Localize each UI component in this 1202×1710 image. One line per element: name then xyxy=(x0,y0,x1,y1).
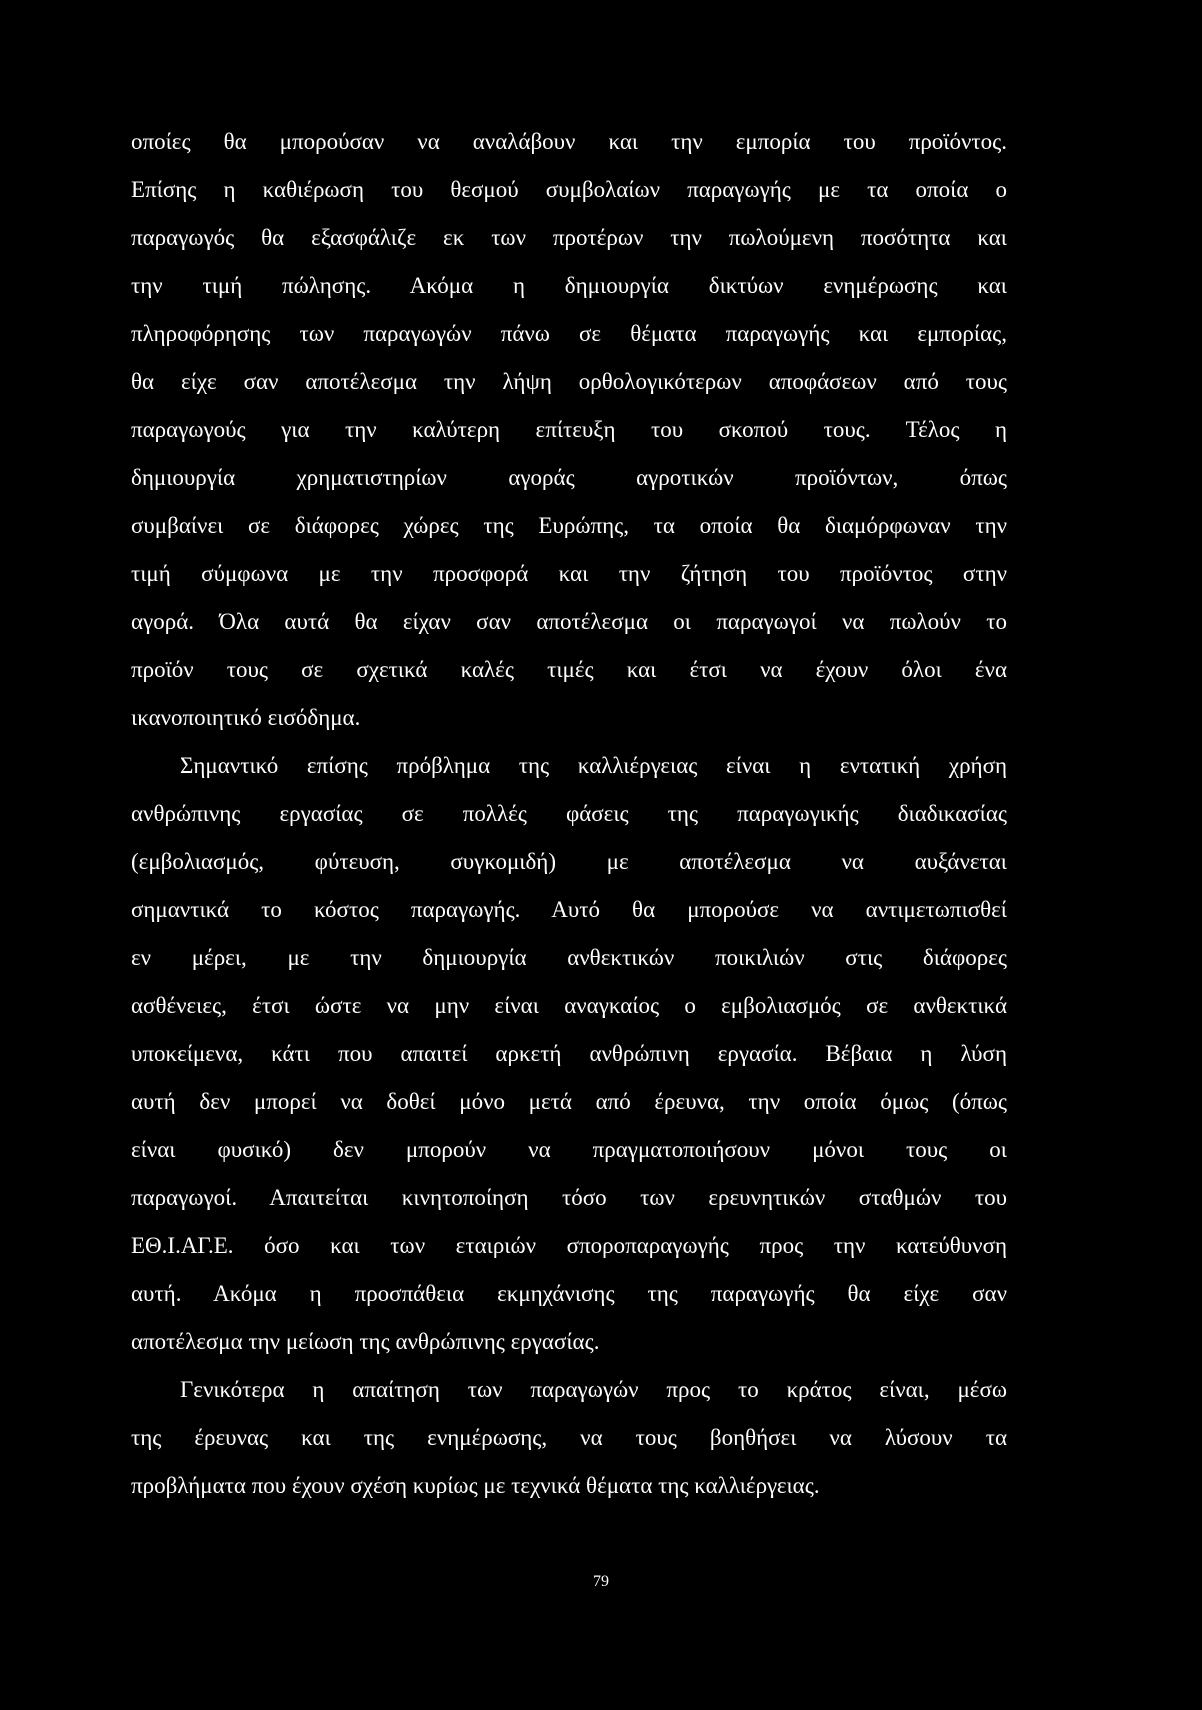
text-line: είναι φυσικό) δεν μπορούν να πραγματοποιήσουν μόνοι τους οι xyxy=(131,1137,1007,1162)
text-line: αγορά. Όλα αυτά θα είχαν σαν αποτέλεσμα οι παραγωγοί να πωλούν το xyxy=(131,609,1007,634)
text-line: δημιουργία χρηματιστηρίων αγοράς αγροτικών προϊόντων, όπως xyxy=(131,465,1007,490)
text-line: ανθρώπινης εργασίας σε πολλές φάσεις της παραγωγικής διαδικασίας xyxy=(131,801,1007,826)
text-line: παραγωγός θα εξασφάλιζε εκ των προτέρων την πωλούμενη ποσότητα και xyxy=(131,225,1007,250)
text-line: παραγωγοί. Απαιτείται κινητοποίηση τόσο των ερευνητικών σταθμών του xyxy=(131,1185,1007,1210)
text-line: τιμή σύμφωνα με την προσφορά και την ζήτηση του προϊόντος στην xyxy=(131,561,1007,586)
text-line: Επίσης η καθιέρωση του θεσμού συμβολαίων παραγωγής με τα οποία ο xyxy=(131,177,1007,202)
text-line: (εμβολιασμός, φύτευση, συγκομιδή) με αποτέλεσμα να αυξάνεται xyxy=(131,849,1007,874)
text-line: οποίες θα μπορούσαν να αναλάβουν και την εμπορία του προϊόντος. xyxy=(131,129,1007,154)
text-line: πληροφόρησης των παραγωγών πάνω σε θέματα παραγωγής και εμπορίας, xyxy=(131,321,1007,346)
text-line: εν μέρει, με την δημιουργία ανθεκτικών ποικιλιών στις διάφορες xyxy=(131,945,1007,970)
text-line: ΕΘ.Ι.ΑΓ.Ε. όσο και των εταιριών σποροπαραγωγής προς την κατεύθυνση xyxy=(131,1233,1007,1258)
text-line: θα είχε σαν αποτέλεσμα την λήψη ορθολογικότερων αποφάσεων από τους xyxy=(131,369,1007,394)
text-line: αποτέλεσμα την μείωση της ανθρώπινης εργασίας. xyxy=(131,1329,600,1354)
text-line: προβλήματα που έχουν σχέση κυρίως με τεχνικά θέματα της καλλιέργειας. xyxy=(131,1473,820,1498)
text-line: αυτή. Ακόμα η προσπάθεια εκμηχάνισης της παραγωγής θα είχε σαν xyxy=(131,1281,1007,1306)
text-line: προϊόν τους σε σχετικά καλές τιμές και έτσι να έχουν όλοι ένα xyxy=(131,657,1007,682)
text-line: υποκείμενα, κάτι που απαιτεί αρκετή ανθρώπινη εργασία. Βέβαια η λύση xyxy=(131,1041,1007,1066)
paragraph-first-line: Σημαντικό επίσης πρόβλημα της καλλιέργειας είναι η εντατική χρήση xyxy=(180,753,1007,778)
text-line: ικανοποιητικό εισόδημα. xyxy=(131,705,361,730)
text-line: σημαντικά το κόστος παραγωγής. Αυτό θα μπορούσε να αντιμετωπισθεί xyxy=(131,897,1007,922)
text-line: αυτή δεν μπορεί να δοθεί μόνο μετά από έρευνα, την οποία όμως (όπως xyxy=(131,1089,1007,1114)
text-line: παραγωγούς για την καλύτερη επίτευξη του σκοπού τους. Τέλος η xyxy=(131,417,1007,442)
paragraph-first-line: Γενικότερα η απαίτηση των παραγωγών προς το κράτος είναι, μέσω xyxy=(180,1377,1007,1402)
text-line: ασθένειες, έτσι ώστε να μην είναι αναγκαίος ο εμβολιασμός σε ανθεκτικά xyxy=(131,993,1007,1018)
text-line: συμβαίνει σε διάφορες χώρες της Ευρώπης, τα οποία θα διαμόρφωναν την xyxy=(131,513,1007,538)
page-number: 79 xyxy=(593,1573,609,1590)
text-line: την τιμή πώλησης. Ακόμα η δημιουργία δικτύων ενημέρωσης και xyxy=(131,273,1007,298)
text-line: της έρευνας και της ενημέρωσης, να τους βοηθήσει να λύσουν τα xyxy=(131,1425,1007,1450)
